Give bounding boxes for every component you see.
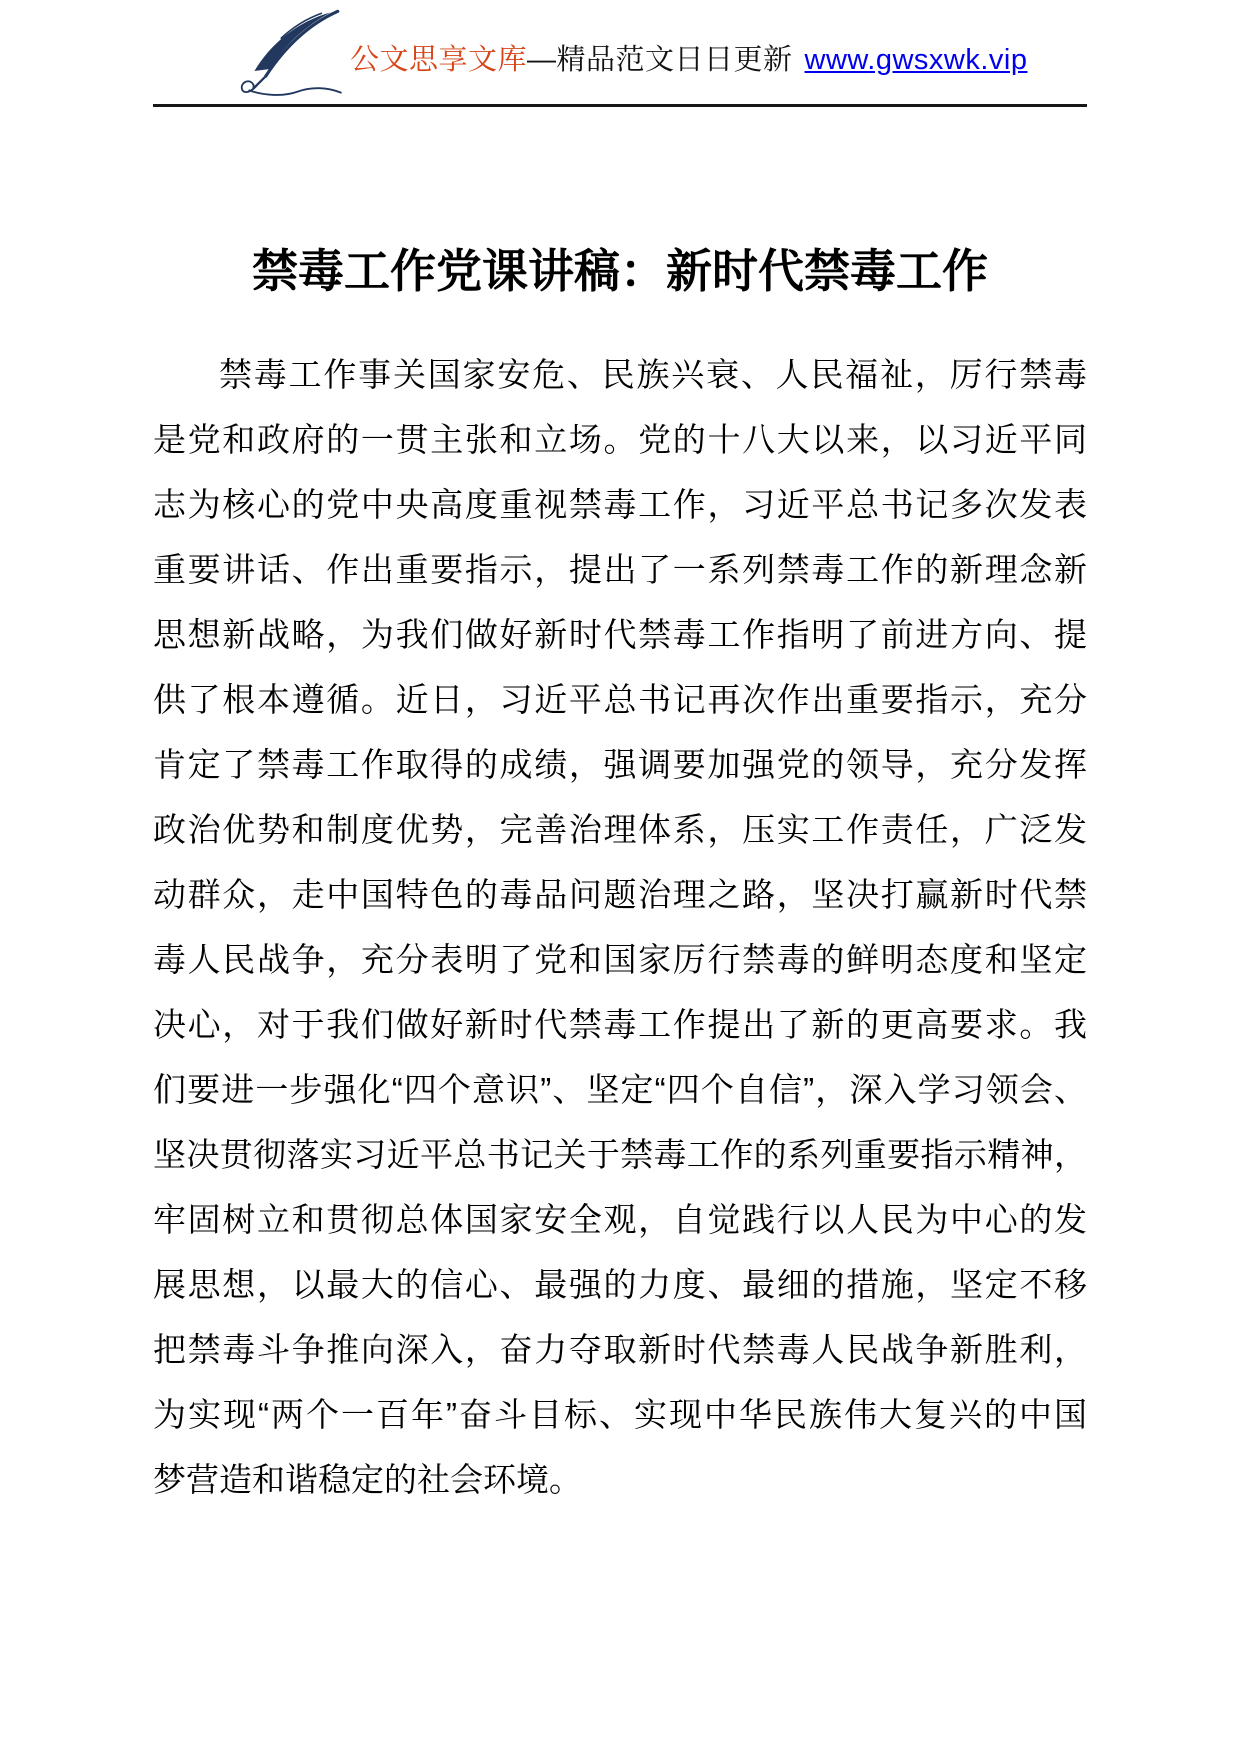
- paragraph-line: 肯定了禁毒工作取得的成绩，强调要加强党的领导，充分发挥: [153, 746, 1087, 783]
- brand-separator: —: [527, 44, 557, 76]
- body-paragraph: [153, 342, 1087, 1512]
- paragraph-line: 坚决贯彻落实习近平总书记关于禁毒工作的系列重要指示精神，: [153, 1136, 1087, 1173]
- paragraph-line: 动群众，走中国特色的毒品问题治理之路，坚决打赢新时代禁: [153, 876, 1087, 913]
- paragraph-line: 们要进一步强化“四个意识”、坚定“四个自信”，深入学习领会、: [153, 1071, 1087, 1108]
- header-divider: [153, 104, 1087, 107]
- paragraph-line: 志为核心的党中央高度重视禁毒工作，习近平总书记多次发表: [153, 486, 1087, 523]
- paragraph-line: 政治优势和制度优势，完善治理体系，压实工作责任，广泛发: [153, 811, 1087, 848]
- paragraph-line: 决心，对于我们做好新时代禁毒工作提出了新的更高要求。我: [153, 1006, 1087, 1043]
- brand-tagline: 精品范文日日更新: [556, 44, 793, 76]
- paragraph-line: 供了根本遵循。近日，习近平总书记再次作出重要指示，充分: [153, 681, 1087, 718]
- paragraph-line: 梦营造和谐稳定的社会环境。: [153, 1461, 582, 1498]
- brand-name: 公文思享文库: [350, 44, 528, 76]
- paragraph-line: 把禁毒斗争推向深入，奋力夺取新时代禁毒人民战争新胜利，: [153, 1331, 1087, 1368]
- header-brandline: [350, 42, 1027, 78]
- paragraph-line: 禁毒工作事关国家安危、民族兴衰、人民福祉，厉行禁毒: [219, 356, 1087, 393]
- paragraph-line: 为实现“两个一百年”奋斗目标、实现中华民族伟大复兴的中国: [153, 1396, 1087, 1433]
- site-url-link[interactable]: www.gwsxwk.vip: [804, 44, 1028, 76]
- paragraph-line: 牢固树立和贯彻总体国家安全观，自觉践行以人民为中心的发: [153, 1201, 1087, 1238]
- paragraph-line: 重要讲话、作出重要指示，提出了一系列禁毒工作的新理念新: [153, 551, 1087, 588]
- paragraph-line: 是党和政府的一贯主张和立场。党的十八大以来，以习近平同: [153, 421, 1087, 458]
- paragraph-line: 毒人民战争，充分表明了党和国家厉行禁毒的鲜明态度和坚定: [153, 941, 1087, 978]
- paragraph-line: 展思想，以最大的信心、最强的力度、最细的措施，坚定不移: [153, 1266, 1087, 1303]
- quill-logo-icon: [238, 8, 346, 98]
- document-title: 禁毒工作党课讲稿：新时代禁毒工作: [252, 245, 988, 297]
- paragraph-line: 思想新战略，为我们做好新时代禁毒工作指明了前进方向、提: [153, 616, 1087, 653]
